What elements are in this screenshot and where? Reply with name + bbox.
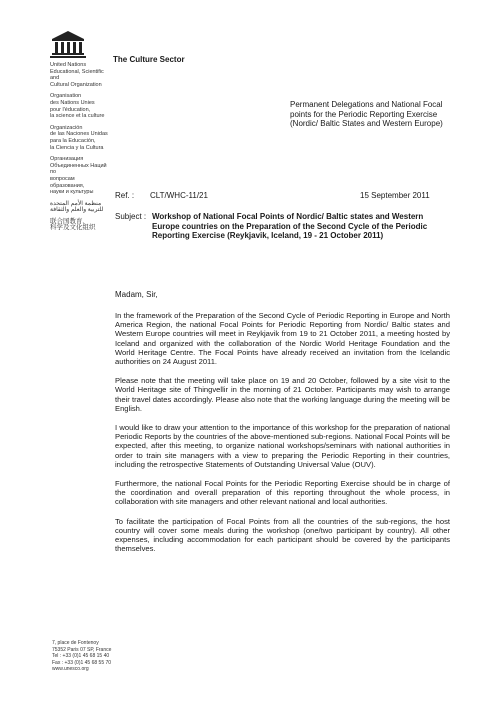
body-paragraph: Please note that the meeting will take place on 19 and 20 October, followed by a site visit to the World Heritage site of Thingvellir in the morning of 21 October. Participants may wish to arrange their travel dates accordingly. Please also note that the working language during the meeting will be English. <box>115 376 450 413</box>
ref-number: CLT/WHC-11/21 <box>150 191 208 200</box>
subject-label: Subject : <box>115 212 147 221</box>
footer-address-line: 75352 Paris 07 SP, France <box>52 646 112 653</box>
address-footer <box>52 640 112 673</box>
sector-heading: The Culture Sector <box>113 55 185 64</box>
org-name-russian: Организация Объединенных Наций по вопросам образования, науки и культуры <box>50 156 107 196</box>
body-paragraph: I would like to draw your attention to the importance of this workshop for the preparation of national Periodic Reports by the countries of the above-mentioned sub-regions. National Focal Points will be expected, after this meeting, to organize national workshops/seminars with national authorities in order to train site managers with a view to preparing the Periodic Reporting in their countries, including the retrospective Statements of Outstanding Universal Value (OUV). <box>115 423 450 469</box>
footer-address-line: 7, place de Fontenoy <box>52 640 99 646</box>
org-name-arabic: منظمة الأمم المتحدة للتربية والعلم والثقافة <box>50 200 104 214</box>
footer-phone: Tel : +33 (0)1 45 68 15 40 <box>52 653 110 660</box>
body-paragraph: Furthermore, the national Focal Points for the Periodic Reporting Exercise should be in charge of the coordination and overall preparation of this reporting throughout the whole process, in collaboration with site managers and other relevant national and local authorities. <box>115 479 450 507</box>
body-paragraph: In the framework of the Preparation of the Second Cycle of Periodic Reporting in Europe and North America Region, the national Focal Points for Periodic Reporting from Nordic/ Baltic states and Western Europe countries will meet in Reykjavik from 19 to 21 October 2011, a meeting hosted by Iceland and organized with the collaboration of the Nordic World Heritage Foundation and the World Heritage Centre. The Focal Points have already received an invitation from the Icelandic authorities on 24 August 2011. <box>115 311 450 367</box>
recipient-block: Permanent Delegations and National Focal points for the Periodic Reporting Exercise (Nordic/ Baltic States and Western Europe) <box>290 100 443 128</box>
unesco-temple-logo <box>50 30 86 58</box>
organization-names-sidebar <box>50 62 110 237</box>
footer-website: www.unesco.org <box>52 666 89 673</box>
body-paragraph: To facilitate the participation of Focal Points from all the countries of the sub-regions, the host country will cover some meals during the workshop (one/two participant by country). All other expenses, including accommodation for each participant should be covered by the participants themselves. <box>115 516 450 554</box>
org-name-chinese: 联合国教育、 科学及文化组织 <box>50 217 96 232</box>
subject-text: Workshop of National Focal Points of Nordic/ Baltic states and Western Europe countries on the Preparation of the Second Cycle of the Periodic Reporting Exercise (Reykjavik, Iceland, 19 - 21 October 2011) <box>152 212 428 241</box>
footer-fax: Fax : +33 (0)1 45 68 55 70 <box>52 659 112 666</box>
org-name-spanish: Organización de las Naciones Unidas para la Educación, la Ciencia y la Cultura <box>50 124 108 151</box>
letter-body <box>115 311 450 563</box>
salutation: Madam, Sir, <box>115 290 158 299</box>
letter-date: 15 September 2011 <box>360 191 430 200</box>
ref-label: Ref. : <box>115 191 135 200</box>
org-name-french: Organisation des Nations Unies pour l'éducation, la science et la culture <box>50 93 105 120</box>
org-name-english: United Nations Educational, Scientific and Cultural Organization <box>50 62 104 88</box>
